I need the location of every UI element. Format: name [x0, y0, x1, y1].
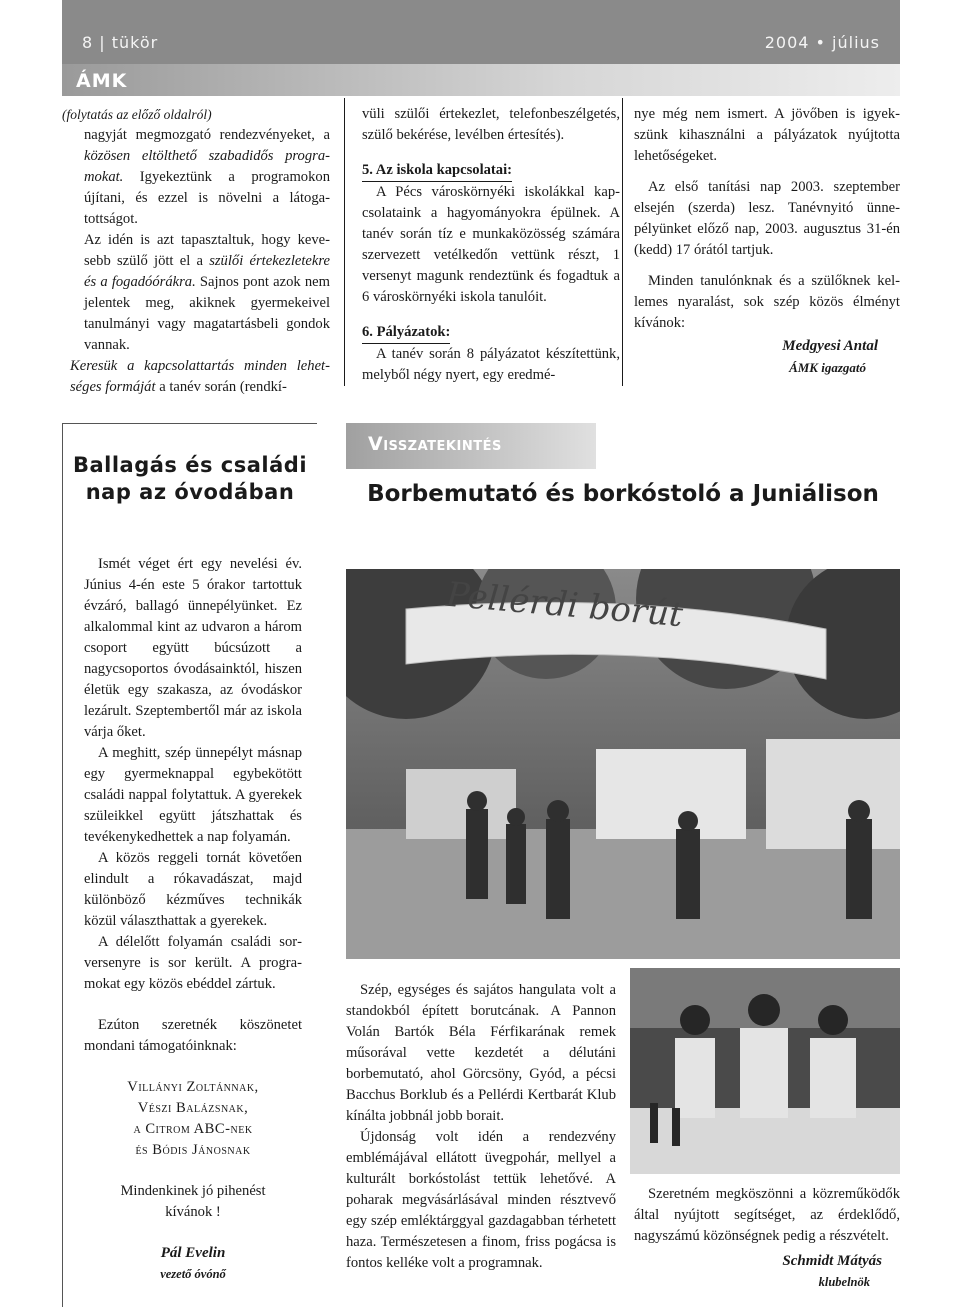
thanks-item: Villányi Zoltánnak,: [127, 1079, 259, 1095]
subheading: 5. Az iskola kapcsolatai:: [362, 160, 512, 182]
paragraph: A Pécs városkörnyéki iskolákkal kapcsolataink a hagyományokra épülnek. A tanév során tíz e munkaközösség számára szervezett vetélkedőn vettünk részt, 1 versenyt magunk rendeztünk és fogadtuk a 6 városkörnyéki iskola tanulóit.: [362, 184, 620, 305]
column-2: [362, 104, 620, 386]
section-title: ÁMK: [76, 70, 128, 92]
paragraph: nagyját megmozgató rendezvényeket, a közösen eltölthető szabadidős programokat. Igyekeztünk a programokon újítani, és ezzel is növelni a látogatottságot.: [84, 127, 330, 227]
thanks-list: [84, 1077, 302, 1161]
paragraph: Minden tanulónknak és a szülőknek kellemes nyaralást, sok szép közös élményt kívánok:: [634, 273, 900, 331]
photo-wine-street: [346, 569, 900, 959]
column-3: [634, 104, 900, 378]
page-number: 8 | tükör: [82, 33, 159, 52]
report-body: [346, 980, 616, 1274]
paragraph: Szép, egységes és sajátos hangulata volt a standokból épített borutcának. A Pannon Volán Bartók Béla Férfikarának remek műsorával vette kezdetét a délutáni borbemutató, ahol Görcsöny, Gyód, a pécsi Bacchus Borklub és a Pellérdi Kertbarát Klub kínálta jobbnál jobb borait.: [346, 982, 616, 1124]
column-divider: [622, 98, 623, 386]
paragraph: Az első tanítási nap 2003. szeptember elsején (szerda) lesz. Tanévnyitó ünnepélyünket előző nap, 2003. augusztus 31-én (kedd) 17 órától tartjuk.: [634, 179, 900, 258]
wish-text: Mindenkinek jó pihenést kívánok !: [120, 1183, 266, 1220]
page-header: [62, 0, 900, 64]
banner-text: Pellérdi borút: [444, 574, 685, 636]
signature-name: Pál Evelin: [160, 1245, 226, 1261]
issue-date: 2004 • július: [764, 33, 880, 52]
paragraph: A közös reggeli tornát követően elindult a rókavadászat, majd különböző kézműves technikák közül választhattak a gyerekek.: [84, 850, 302, 929]
thanks-paragraph: Szeretném megköszönni a közreműködők által nyújtott segítséget, az érdeklődő, nagyszámú közönségnek pedig a részvételt. Schmidt Mátyás klubelnök: [634, 1184, 900, 1293]
paragraph: Újdonság volt idén a rendezvény emblémájával ellátott üvegpohár, mellyel a kulturált borkóstolást tettük lehetővé. A poharak megvásárlásával minden résztvevő egy szép emléktárggyal gazdagabban térhetett haza. Természetesen a finom, friss pogácsa is fontos kelléke volt a programnak.: [346, 1129, 616, 1271]
photo-wine-stand-image: [630, 968, 900, 1174]
paragraph: vüli szülői értekezlet, telefonbeszélgetés, szülő bekérése, levélben értesítés).: [362, 106, 620, 143]
thanks-item: a Citrom ABC-nek: [133, 1121, 253, 1137]
paragraph: nye még nem ismert. A jövőben is igyekszünk kihasználni a pályázatok nyújtotta lehetőségeket.: [634, 106, 900, 164]
continuation-note: (folytatás az előző oldalról): [62, 107, 212, 122]
paragraph: Keresük a kapcsolattartás minden lehetséges formáját a tanév során (rendkí-: [70, 358, 330, 395]
photo-wine-stand: [630, 968, 900, 1174]
article-body: [84, 554, 302, 1285]
paragraph: A tanév során 8 pályázatot készítettünk, melyből négy nyert, egy eredmé-: [362, 346, 620, 383]
thanks-item: Vészi Balázsnak,: [137, 1100, 249, 1116]
section-bar: [62, 64, 900, 96]
signature-name: Medgyesi Antal: [782, 338, 878, 354]
kicker-title: Visszatekintés: [368, 433, 502, 455]
thanks-item: és Bódis Jánosnak: [135, 1142, 251, 1158]
column-divider: [344, 98, 345, 386]
paragraph: Az idén is azt tapasztaltuk, hogy kevesebb szülő jött el a szülői értekezletekre és a fogadóórákra. Sajnos pont azok nem jelentek meg, akiknek gyermekeivel tanulmányi vagy magatartásbeli gondok vannak.: [84, 232, 330, 353]
signature-role: klubelnök: [818, 1275, 870, 1289]
article-title: Borbemutató és borkóstoló a Juniálison: [367, 481, 879, 507]
paragraph: Ezúton szeretnék köszönetet mondani támogatóinknak:: [84, 1017, 302, 1054]
paragraph: A délelőtt folyamán családi sorversenyre is sor került. A programokat egy közös ebéddel zártuk.: [84, 934, 302, 992]
signature-role: vezető óvónő: [160, 1267, 226, 1281]
article-title: Ballagás és családi nap az óvodában: [72, 453, 308, 504]
column-1: [62, 104, 330, 398]
signature-role: ÁMK igazgató: [789, 360, 866, 375]
paragraph: Ismét véget ért egy nevelési év. Június 4-én este 5 órakor tartottuk évzáró, ballagó ünnepélyünket. Ez alkalommal kint az udvaron a három csoport együtt búcsúzott a nagycsoportos óvodásainktól, hiszen életük egy szakasza, az óvodáskor lezárult. Szeptembertől már az iskola várja őket.: [84, 556, 302, 740]
subheading: 6. Pályázatok:: [362, 322, 450, 344]
signature-name: Schmidt Mátyás: [782, 1253, 882, 1269]
paragraph: A meghitt, szép ünnepélyt másnap egy gyermeknappal egybekötött családi nappal folytattuk. A gyerekek szüleikkel együtt játszhattak és tevékenykedhettek a nap folyamán.: [84, 745, 302, 845]
